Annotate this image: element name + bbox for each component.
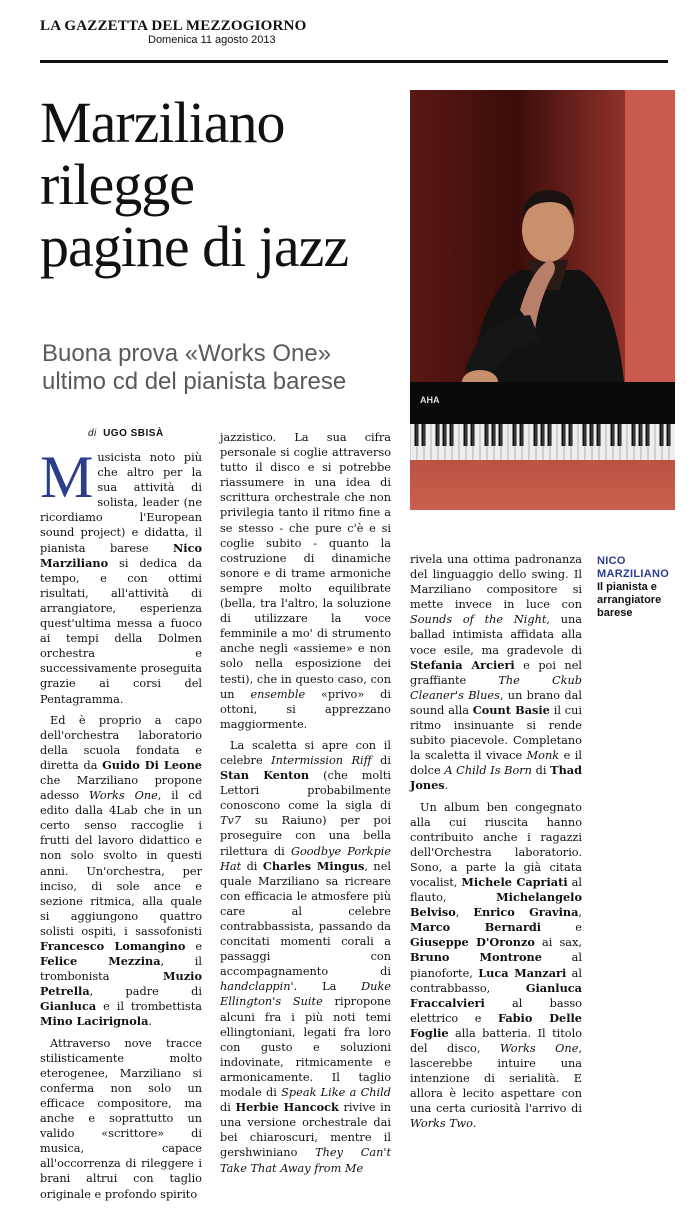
piano-black-key [590,424,594,446]
byline-prefix: di [88,428,97,439]
photo-caption [597,555,682,620]
piano-black-key [464,424,468,446]
headline-line-3: pagine di jazz [40,214,349,279]
piano-black-key [485,424,489,446]
subtitle-line-2: ultimo cd del pianista barese [42,368,347,395]
article-column-2 [220,430,391,1182]
piano-black-key [436,424,440,446]
piano-black-key [471,424,475,446]
piano-black-key [583,424,587,446]
piano-black-key [569,424,573,446]
paragraph: La scaletta si apre con il celebre Intermission Riff di Stan Kenton (che molti Lettori probabilmente conoscono come la sigla di Tv7 su Raiuno) per poi proseguire con una bella rilettura di Goodbye Porkpie Hat di Charles Mingus, nel quale Marziliano sa ricreare con efficacia le atmosfere più care al celebre contrabbassista, passando da concitati momenti corali a passaggi con accompagnamento di handclappin'. La Duke Ellington's Suite ripropone alcuni fra i più noti temi ellingtoniani, legati fra loro con gusto e soluzioni indovinate, ritmicamente e armonicamente. Il taglio modale di Speak Like a Child di Herbie Hancock rivive in una versione orchestrale dai bei chiaroscuri, mentre il gershwiniano They Can't Take That Away from Me [220,738,392,1175]
paragraph: rivela una ottima padronanza del linguaggio dello swing. Il Marziliano compositore si mette invece in luce con Sounds of the Night, una ballad intimista affidata alla voce esile, ma gradevole di Stefania Arcieri e poi nel graffiante The Ckub Cleaner's Blues, un brano dal sound alla Count Basie il cui ritmo insinuante si rende subito piacevole. Completano la scaletta il vivace Monk e il dolce A Child Is Born di Thad Jones. [410,553,583,793]
paragraph-text: usicista noto più che altro per la sua attività di solista, leader (ne ricordiamo l'European sound project) e didatta, il pianista barese Nico Marziliano si dedica da tempo, e con ottimi risultati, all'attività di arrangiatore, esperienza quest'ultima messa a fuoco ai tempi della Dolmen orchestra e successivamente proseguita grazie ai corsi del Pentagramma. [40,451,202,706]
headline [40,92,400,278]
article-column-1 [40,444,203,1208]
paragraph: Attraverso nove tracce stilisticamente molto eterogenee, Marziliano si conferma non solo un efficace compositore, ma anche e soprattutto un valido «scrittore» di musica, capace all'occorrenza di rileggere i brani altrui con taglio originale e profondo spirito [40,1036,202,1201]
piano-black-key [597,424,601,446]
caption-name-line-2: MARZILIANO [597,568,670,580]
piano-black-key [415,424,419,446]
subtitle [42,340,402,396]
caption-name-line-1: NICO [597,555,626,567]
piano-black-key [618,424,622,446]
masthead [40,18,668,46]
piano-brand-text: AHA [420,395,440,405]
paragraph: jazzistico. La sua cifra personale si coglie attraverso tutto il disco e si potrebbe riassumere in una idea di scrittura orchestrale che non privilegia tanto il ritmo fine a se stesso - che pure c'è e si coglie subito - quanto la costruzione di dinamiche sonore e di trame armoniche sempre molto equilibrate (bella, tra l'altro, la soluzione di utilizzare la voce femminile a mo' di strumento anche negli «assieme» e non solo nella esposizione dei testi), che in questo caso, con un ensemble «privo» di ottoni, si apprezzano maggiormente. [220,431,391,731]
piano-black-key [541,424,545,446]
byline [88,428,164,439]
piano-black-key [534,424,538,446]
headline-line-1: Marziliano [40,90,285,155]
pianist-photo [410,90,675,510]
piano-black-key [646,424,650,446]
piano-black-key [520,424,524,446]
piano-black-key [499,424,503,446]
piano-black-key [562,424,566,446]
piano-black-key [660,424,664,446]
pianist-photo-illustration [410,90,675,510]
piano-black-key [611,424,615,446]
issue-date: Domenica 11 agosto 2013 [148,34,276,46]
piano-black-key [443,424,447,446]
caption-text: Il pianista e arrangiatore barese [597,581,662,619]
piano-black-key [450,424,454,446]
paragraph: Un album ben congegnato alla cui riuscita hanno contribuito anche i ragazzi dell'Orchestra laboratorio. Sono, a parte la già citata vocalist, Michele Capriati al flauto, Michelangelo Belviso, Enrico Gravina, Marco Bernardi e Giuseppe D'Oronzo ai sax, Bruno Montrone al pianoforte, Luca Manzari al contrabbasso, Gianluca Fraccalvieri al basso elettrico e Fabio Delle Foglie alla batteria. Il titolo del disco, Works One, lascerebbe intuire una intenzione di serialità. E allora è lecito aspettare con una certa curiosità l'arrivo di Works Two. [410,800,582,1131]
paragraph: Ed è proprio a capo dell'orchestra laboratorio della scuola fondata e diretta da Guido Di Leone che Marziliano propone adesso Works One, il cd edito dalla 4Lab che in un certo senso raccoglie i frutti del lavoro didattico e non solo svolto in questi anni. Un'orchestra, per inciso, di sole ance e sezione ritmica, alla quale si aggiungono quattro solisti ospiti, i sassofonisti Francesco Lomangino e Felice Mezzina, il trombonista Muzio Petrella, padre di Gianluca e il trombettista Mino Lacirignola. [40,713,203,1029]
piano-black-key [492,424,496,446]
headline-line-2: rilegge [40,152,195,217]
drop-cap: M [40,444,94,510]
piano-black-key [422,424,426,446]
subtitle-line-1: Buona prova «Works One» [42,340,332,367]
paragraph [40,444,202,707]
piano-black-key [548,424,552,446]
piano-black-key [513,424,517,446]
article-column-3 [410,552,582,1138]
masthead-rule [40,60,668,63]
piano-black-key [639,424,643,446]
piano-black-key [667,424,671,446]
piano-black-key [632,424,636,446]
byline-author: UGO SBISÀ [103,428,164,439]
newspaper-name: LA GAZZETTA DEL MEZZOGIORNO [40,18,307,34]
